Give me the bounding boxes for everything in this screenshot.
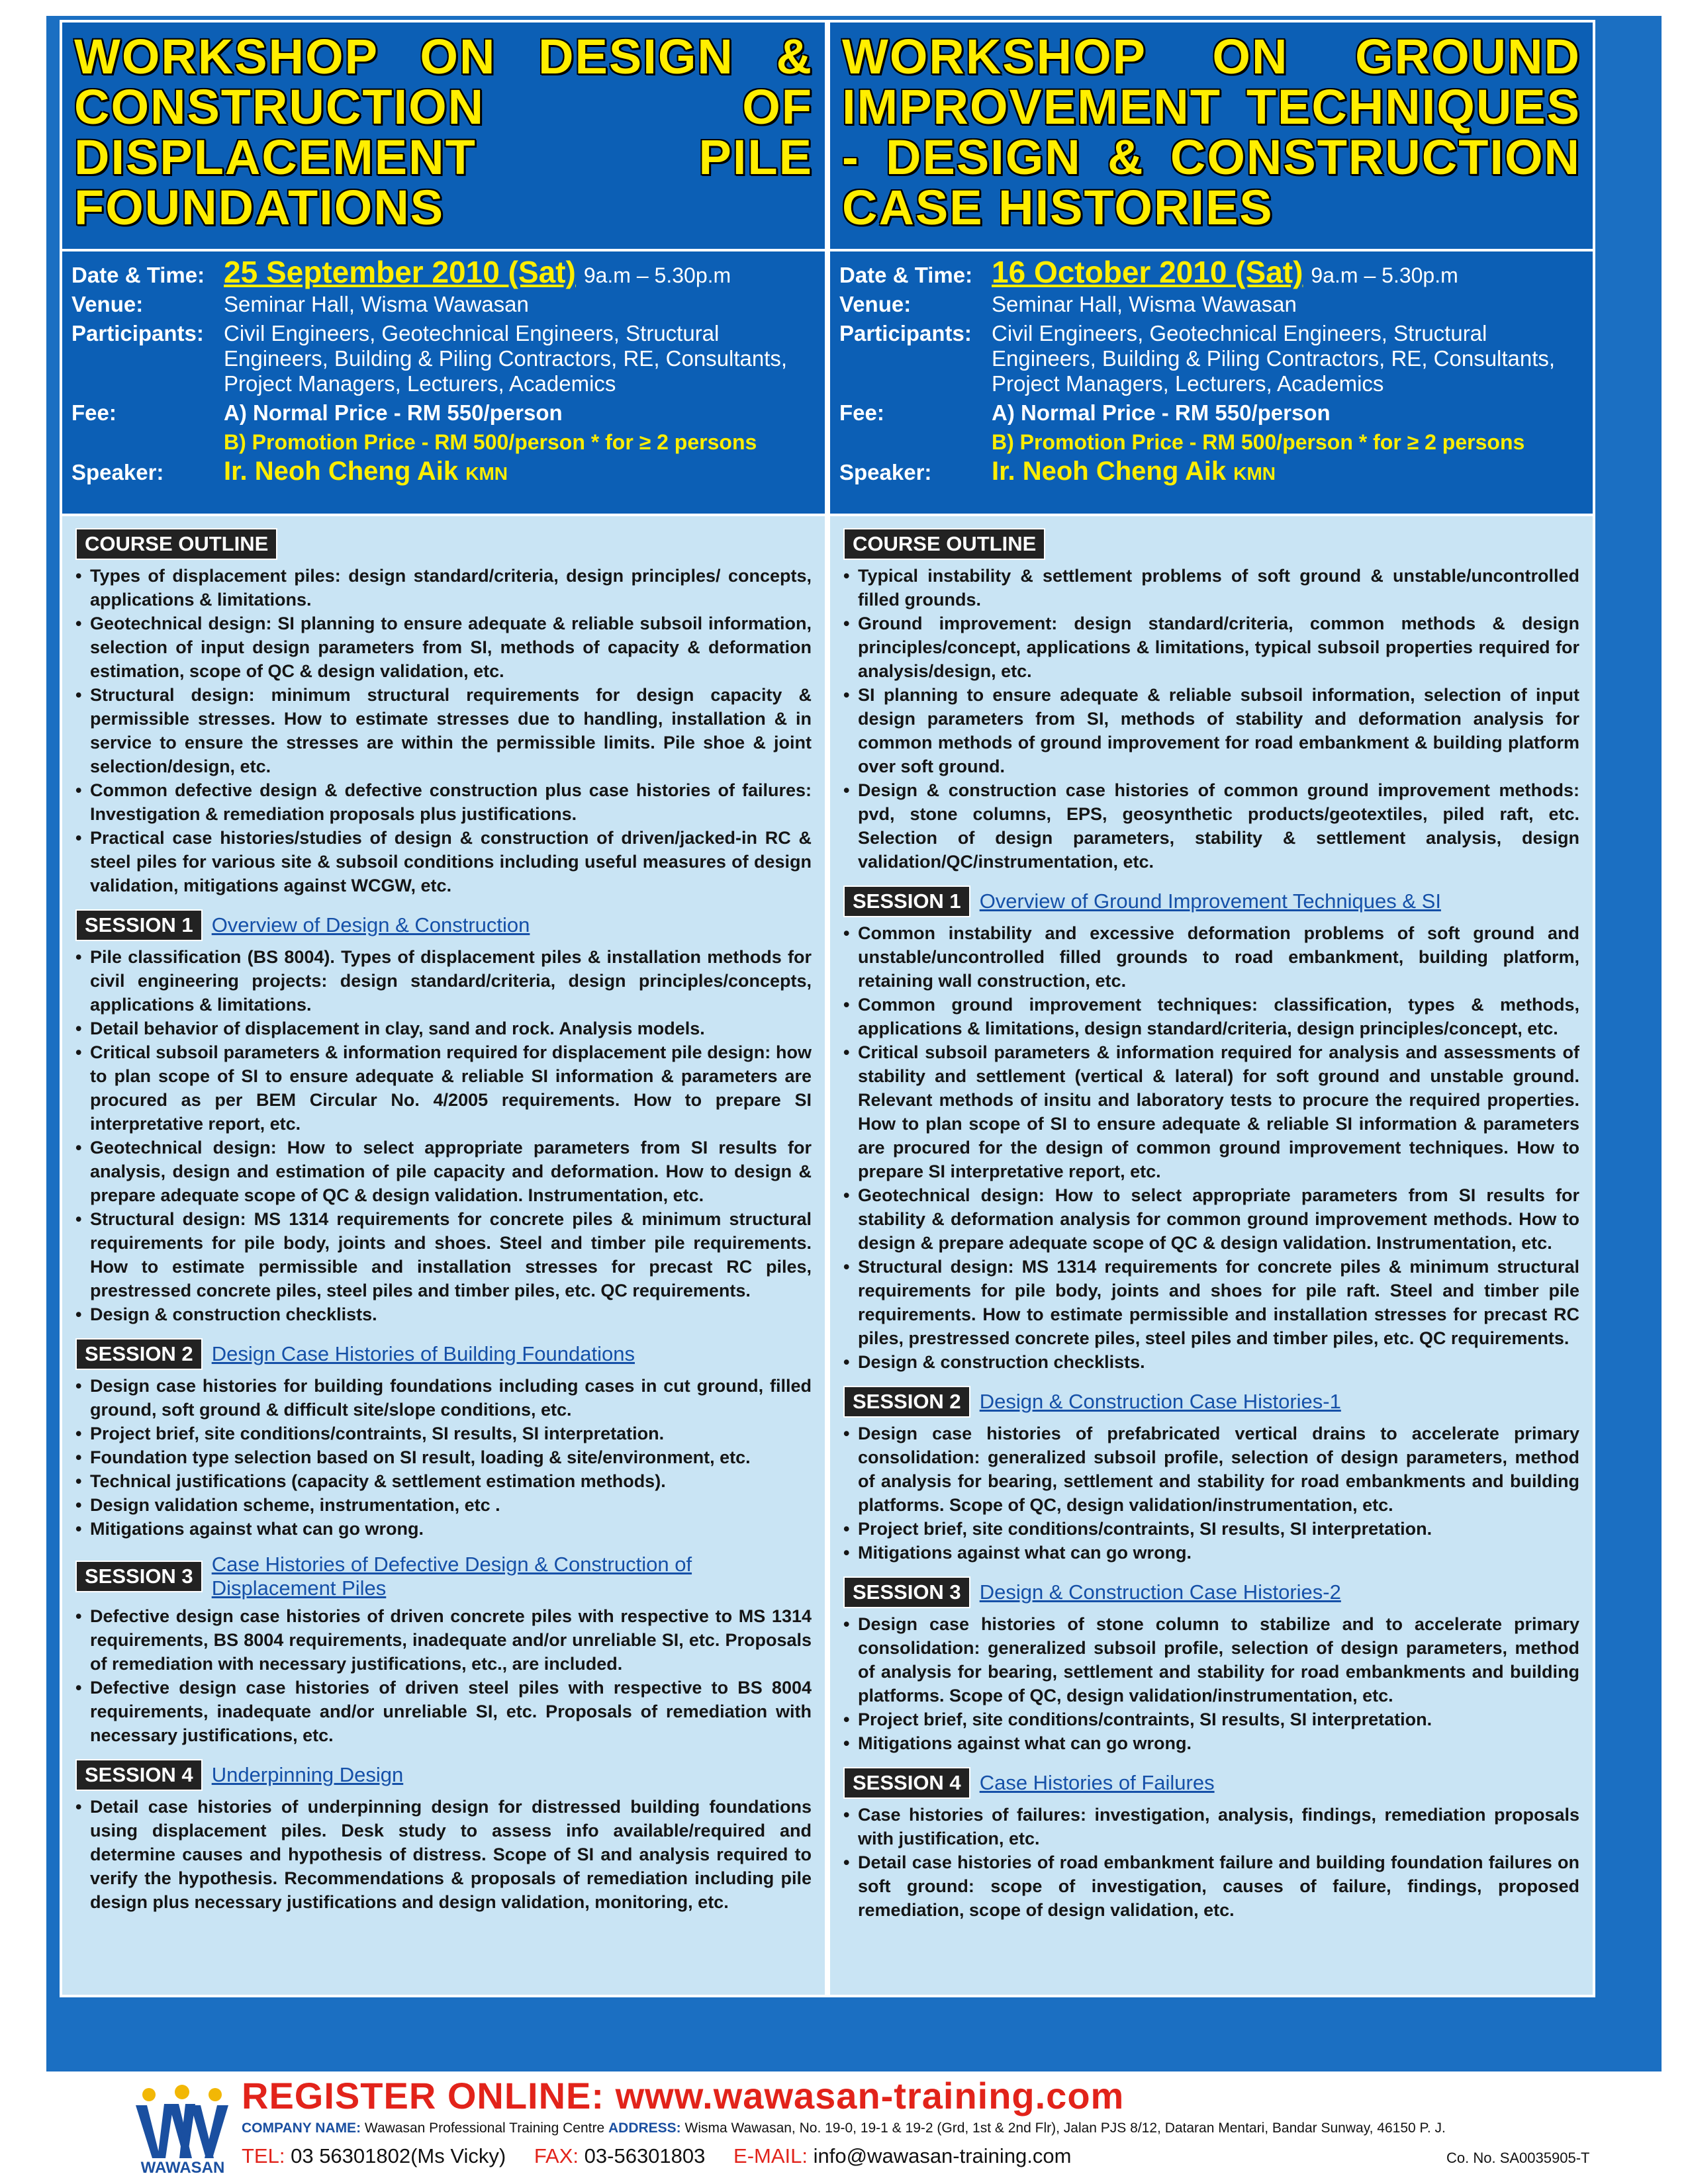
bullet-list — [75, 1374, 812, 1541]
left-speaker-label: Speaker: — [71, 460, 164, 484]
list-item: • Design & construction checklists. — [843, 1350, 1579, 1374]
list-item: • Design case histories for building foundations including cases in cut ground, filled ground, soft ground & difficult site/slope conditions, etc. — [75, 1374, 812, 1422]
list-item: • Foundation type selection based on SI result, loading & site/environment, etc. — [75, 1445, 812, 1469]
right-session-1-title: Overview of Ground Improvement Techniques & SI — [979, 889, 1441, 913]
left-fee-label: Fee: — [71, 400, 117, 425]
left-venue: Seminar Hall, Wisma Wawasan — [224, 292, 529, 316]
list-item: • Geotechnical design: How to select appropriate parameters from SI results for analysis, design and estimation of pile capacity and deformation. How to design & prepare adequate scope of QC & design validation. Instrumentation, etc. — [75, 1136, 812, 1207]
list-item: • Design case histories of stone column to stabilize and to accelerate primary consolidation: generalized subsoil profile, selection of design parameters, method of analysis for bearing, settlement and stability for road embankments and building platforms. Scope of QC, design validation/instrumentation, etc. — [843, 1612, 1579, 1707]
contact-line — [242, 2144, 1071, 2168]
left-workshop-column — [60, 20, 827, 1997]
list-item: • Project brief, site conditions/contraints, SI results, SI interpretation. — [75, 1422, 812, 1445]
bullet-list — [75, 945, 812, 1326]
right-speaker-name: Ir. Neoh Cheng Aik — [992, 457, 1227, 486]
list-item: • Mitigations against what can go wrong. — [843, 1541, 1579, 1565]
list-item: • Project brief, site conditions/contraints, SI results, SI interpretation. — [843, 1517, 1579, 1541]
list-item: • Project brief, site conditions/contraints, SI results, SI interpretation. — [843, 1707, 1579, 1731]
list-item: • Mitigations against what can go wrong. — [843, 1731, 1579, 1755]
right-course-outline-header — [843, 528, 1579, 560]
right-session-4-tag: SESSION 4 — [843, 1767, 970, 1799]
left-session-2-title: Design Case Histories of Building Foundations — [211, 1342, 635, 1365]
right-course-outline-tag: COURSE OUTLINE — [843, 528, 1045, 560]
right-session-3-title: Design & Construction Case Histories-2 — [979, 1580, 1341, 1604]
bullet-list — [75, 1604, 812, 1747]
right-venue: Seminar Hall, Wisma Wawasan — [992, 292, 1297, 316]
right-date: 16 October 2010 (Sat) — [992, 255, 1303, 289]
right-session-2-header — [843, 1386, 1579, 1418]
left-participants-label: Participants: — [71, 321, 204, 345]
bullet-list — [843, 921, 1579, 1374]
right-session-4 — [843, 1767, 1579, 1922]
left-workshop-title: WORKSHOP ON DESIGN & CONSTRUCTION OF DISPLACEMENT PILE FOUNDATIONS — [74, 29, 813, 235]
right-content-panel — [827, 516, 1595, 1997]
left-session-2-tag: SESSION 2 — [75, 1338, 203, 1370]
right-title-banner — [827, 20, 1595, 251]
right-session-2 — [843, 1386, 1579, 1565]
left-session-1-header — [75, 909, 812, 941]
left-venue-row — [71, 292, 816, 317]
bullet-list — [843, 1612, 1579, 1755]
list-item: • Geotechnical design: SI planning to ensure adequate & reliable subsoil information, selection of input design parameters from SI, methods of capacity & deformation estimation, scope of QC & design validation, etc. — [75, 612, 812, 683]
list-item: • SI planning to ensure adequate & reliable subsoil information, selection of input design parameters from SI, methods of stability and deformation analysis for common methods of ground improvement for road embankment & building platform over soft ground. — [843, 683, 1579, 778]
bullet-list — [843, 564, 1579, 874]
bullet-list — [843, 1803, 1579, 1922]
right-session-4-title: Case Histories of Failures — [979, 1771, 1215, 1794]
right-session-1-header — [843, 886, 1579, 917]
left-speaker-suffix: KMN — [465, 463, 508, 484]
left-session-1-title: Overview of Design & Construction — [211, 913, 530, 936]
right-session-2-tag: SESSION 2 — [843, 1386, 970, 1418]
email-address[interactable]: info@wawasan-training.com — [813, 2144, 1072, 2167]
left-speaker-name: Ir. Neoh Cheng Aik — [224, 457, 459, 486]
right-session-3-header — [843, 1576, 1579, 1608]
right-fee-label: Fee: — [839, 400, 884, 425]
right-session-3 — [843, 1576, 1579, 1755]
list-item: • Detail behavior of displacement in clay, sand and rock. Analysis models. — [75, 1017, 812, 1040]
left-fee-promo: B) Promotion Price - RM 500/person * for ≥ 2 persons — [224, 430, 757, 454]
left-course-outline — [75, 528, 812, 897]
list-item: • Structural design: minimum structural requirements for design capacity & permissible stresses. How to estimate stresses due to handling, installation & in service to ensure the stresses are within the permissible limits. Pile shoe & joint selection/design, etc. — [75, 683, 812, 778]
left-session-2 — [75, 1338, 812, 1541]
right-venue-row — [839, 292, 1583, 317]
list-item: • Types of displacement piles: design standard/criteria, design principles/ concepts, applications & limitations. — [75, 564, 812, 612]
list-item: • Ground improvement: design standard/criteria, common methods & design principles/concept, applications & limitations, typical subsoil properties required for analysis/design, etc. — [843, 612, 1579, 683]
right-date-row — [839, 255, 1583, 289]
left-title-banner — [60, 20, 827, 251]
left-info-panel — [60, 251, 827, 516]
right-course-outline — [843, 528, 1579, 874]
company-address-line — [242, 2120, 1446, 2136]
footer — [0, 2071, 1688, 2184]
right-speaker-label: Speaker: — [839, 460, 932, 484]
left-time: 9a.m – 5.30p.m — [583, 263, 731, 287]
left-session-4-tag: SESSION 4 — [75, 1759, 203, 1791]
company-label: COMPANY NAME: — [242, 2120, 361, 2136]
right-fee-promo: B) Promotion Price - RM 500/person * for ≥ 2 persons — [992, 430, 1525, 454]
bullet-list — [75, 1795, 812, 1914]
fax-number: 03-56301803 — [584, 2144, 706, 2167]
right-participants-row — [839, 321, 1583, 396]
list-item: • Typical instability & settlement problems of soft ground & unstable/uncontrolled filled grounds. — [843, 564, 1579, 612]
logo-text: WAWASAN — [140, 2159, 225, 2177]
tel-number[interactable]: 03 56301802(Ms Vicky) — [291, 2144, 506, 2167]
right-speaker-row — [839, 459, 1583, 486]
left-session-1 — [75, 909, 812, 1326]
right-session-4-header — [843, 1767, 1579, 1799]
list-item: • Geotechnical design: How to select appropriate parameters from SI results for stability & deformation analysis for common ground improvement methods. How to design & prepare adequate scope of QC & design validation. Instrumentation, etc. — [843, 1183, 1579, 1255]
bullet-list — [75, 564, 812, 897]
register-online-banner[interactable]: REGISTER ONLINE: www.wawasan-training.com — [242, 2075, 1125, 2116]
email-label: E-MAIL: — [733, 2144, 808, 2167]
list-item: • Common defective design & defective construction plus case histories of failures: Investigation & remediation proposals plus justifications. — [75, 778, 812, 826]
left-session-2-header — [75, 1338, 812, 1370]
right-session-1-tag: SESSION 1 — [843, 886, 970, 917]
left-session-3-tag: SESSION 3 — [75, 1561, 203, 1592]
right-info-panel — [827, 251, 1595, 516]
list-item: • Design case histories of prefabricated vertical drains to accelerate primary consolidation: generalized subsoil profile, selection of design parameters, method of analysis for bearing, settlement and stability for road embankments and building platforms. Scope of QC, design validation/instrumentation, etc. — [843, 1422, 1579, 1517]
left-date-row — [71, 255, 816, 289]
right-workshop-column — [827, 20, 1595, 1997]
fax-label: FAX: — [534, 2144, 579, 2167]
right-time: 9a.m – 5.30p.m — [1311, 263, 1458, 287]
list-item: • Critical subsoil parameters & information required for analysis and assessments of stability and settlement (vertical & lateral) for soft ground and unstable ground. Relevant methods of insitu and laboratory tests to procure the required properties. How to plan scope of SI to ensure adequate & reliable SI information & parameters are procured for the design of common ground improvement techniques. How to prepare SI interpretative report, etc. — [843, 1040, 1579, 1183]
left-session-4-header — [75, 1759, 812, 1791]
list-item: • Defective design case histories of driven steel piles with respective to BS 8004 requirements, inadequate and/or unreliable SI, etc. Proposals of remediation with necessary justifications, etc. — [75, 1676, 812, 1747]
left-date-label: Date & Time: — [71, 263, 205, 287]
list-item: • Technical justifications (capacity & settlement estimation methods). — [75, 1469, 812, 1493]
left-course-outline-tag: COURSE OUTLINE — [75, 528, 277, 560]
company-address: Wisma Wawasan, No. 19-0, 19-1 & 19-2 (Grd, 1st & 2nd Flr), Jalan PJS 8/12, Dataran Mentari, Bandar Sunway, 46150 P. J. — [684, 2120, 1446, 2136]
left-session-3 — [75, 1553, 812, 1747]
company-name: Wawasan Professional Training Centre — [364, 2120, 605, 2136]
list-item: • Defective design case histories of driven concrete piles with respective to MS 1314 requirements, BS 8004 requirements, inadequate and/or unreliable SI, etc. Proposals of remediation with necessary justifications, etc., are included. — [75, 1604, 812, 1676]
right-workshop-title: WORKSHOP ON GROUND IMPROVEMENT TECHNIQUES - DESIGN & CONSTRUCTION CASE HISTORIES — [842, 29, 1581, 235]
list-item: • Critical subsoil parameters & information required for displacement pile design: how to plan scope of SI to ensure adequate & reliable SI information & parameters are procured as per BEM Circular No. 4/2005 requirements. How to prepare SI interpretative report, etc. — [75, 1040, 812, 1136]
left-date: 25 September 2010 (Sat) — [224, 255, 576, 289]
list-item: • Structural design: MS 1314 requirements for concrete piles & minimum structural requirements for pile body, joints and shoes for pile raft. Steel and timber pile requirements. How to estimate permissible and installation stresses for precast RC piles, prestressed concrete piles, steel piles and timber piles, etc. QC requirements. — [843, 1255, 1579, 1350]
right-participants-label: Participants: — [839, 321, 972, 345]
left-participants-row — [71, 321, 816, 396]
left-session-4 — [75, 1759, 812, 1914]
left-content-panel — [60, 516, 827, 1997]
left-fee-normal: A) Normal Price - RM 550/person — [224, 400, 563, 425]
list-item: • Practical case histories/studies of design & construction of driven/jacked-in RC & steel piles for various site & subsoil conditions including useful measures of design validation, mitigations against WCGW, etc. — [75, 826, 812, 897]
list-item: • Mitigations against what can go wrong. — [75, 1517, 812, 1541]
right-fee-normal: A) Normal Price - RM 550/person — [992, 400, 1331, 425]
left-participants: Civil Engineers, Geotechnical Engineers, Structural Engineers, Building & Piling Contractors, RE, Consultants, Project Managers, Lecturers, Academics — [224, 321, 788, 396]
bullet-list — [843, 1422, 1579, 1565]
list-item: • Common instability and excessive deformation problems of soft ground and unstable/uncontrolled filled grounds to road embankment, building platform, retaining wall construction, etc. — [843, 921, 1579, 993]
left-venue-label: Venue: — [71, 292, 144, 316]
right-speaker-suffix: KMN — [1233, 463, 1276, 484]
left-session-1-tag: SESSION 1 — [75, 909, 203, 941]
right-participants: Civil Engineers, Geotechnical Engineers, Structural Engineers, Building & Piling Contractors, RE, Consultants, Project Managers, Lecturers, Academics — [992, 321, 1556, 396]
left-session-4-title: Underpinning Design — [211, 1763, 404, 1786]
left-fee-row — [71, 400, 816, 455]
right-date-label: Date & Time: — [839, 263, 973, 287]
tel-label: TEL: — [242, 2144, 285, 2167]
list-item: • Design validation scheme, instrumentation, etc . — [75, 1493, 812, 1517]
list-item: • Structural design: MS 1314 requirements for concrete piles & minimum structural requirements for pile body, joints and shoes. Steel and timber pile requirements. How to estimate permissible and installation stresses for precast RC piles, prestressed concrete piles, steel piles and timber piles, etc. QC requirements. — [75, 1207, 812, 1302]
list-item: • Case histories of failures: investigation, analysis, findings, remediation proposals with justification, etc. — [843, 1803, 1579, 1850]
list-item: • Detail case histories of underpinning design for distressed building foundations using displacement piles. Desk study to assess info available/required and determine causes and hypothesis of distress. Scope of SI and analysis required to verify the hypothesis. Recommendations & proposals of remediation including pile design plus necessary justifications and design validation, monitoring, etc. — [75, 1795, 812, 1914]
list-item: • Design & construction case histories of common ground improvement methods: pvd, stone columns, EPS, geosynthetic products/geotextiles, piled raft, etc. Selection of design parameters, stability & settlement analysis, design validation/QC/instrumentation, etc. — [843, 778, 1579, 874]
list-item: • Design & construction checklists. — [75, 1302, 812, 1326]
company-registration-number: Co. No. SA0035905-T — [1446, 2150, 1590, 2166]
left-course-outline-header — [75, 528, 812, 560]
left-speaker-row — [71, 459, 816, 486]
list-item: • Detail case histories of road embankment failure and building foundation failures on soft ground: scope of investigation, causes of failure, findings, proposed remediation, scope of design validation, etc. — [843, 1850, 1579, 1922]
right-fee-row — [839, 400, 1583, 455]
list-item: • Pile classification (BS 8004). Types of displacement piles & installation methods for civil engineering projects: design standard/criteria, design principles/concepts, applications & limitations. — [75, 945, 812, 1017]
left-session-3-title: Case Histories of Defective Design & Construction of Displacement Piles — [211, 1553, 692, 1600]
right-session-2-title: Design & Construction Case Histories-1 — [979, 1390, 1341, 1413]
right-venue-label: Venue: — [839, 292, 912, 316]
address-label: ADDRESS: — [608, 2120, 681, 2136]
right-session-1 — [843, 886, 1579, 1374]
right-session-3-tag: SESSION 3 — [843, 1576, 970, 1608]
left-session-3-header — [75, 1553, 812, 1600]
list-item: • Common ground improvement techniques: classification, types & methods, applications & limitations, design standard/criteria, design principles/concept, etc. — [843, 993, 1579, 1040]
